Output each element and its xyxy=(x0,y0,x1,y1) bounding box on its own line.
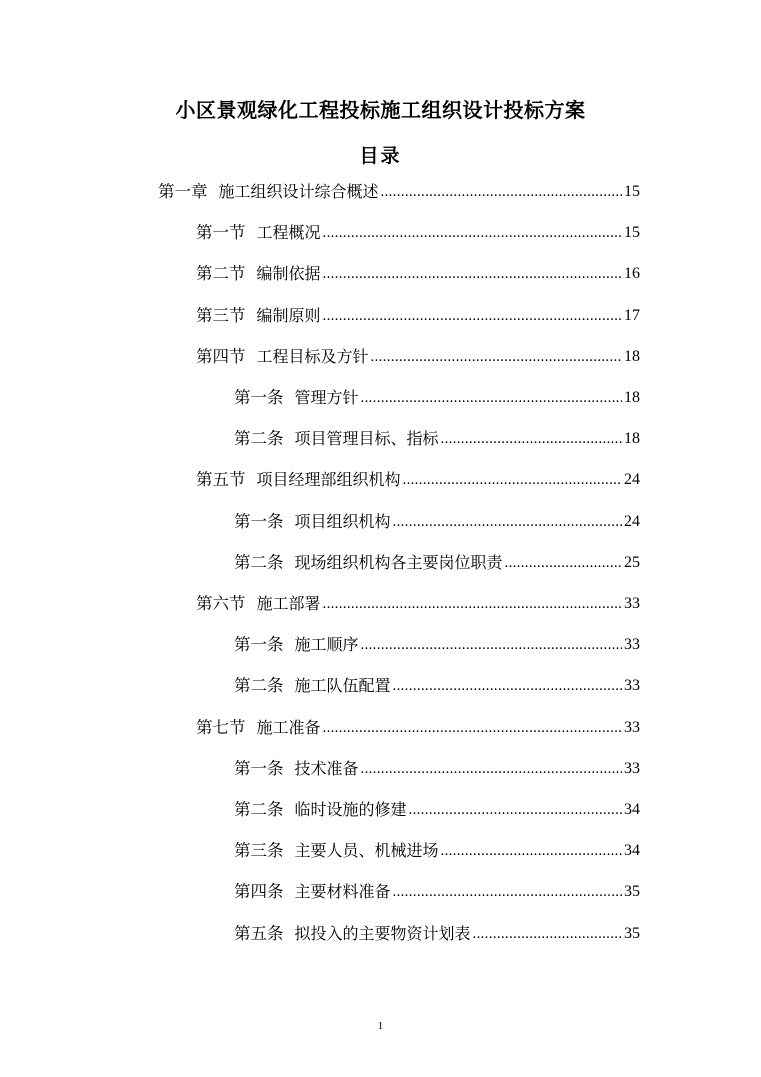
toc-entry-title: 项目组织机构 xyxy=(294,512,391,531)
toc-entry-number: 第二条 xyxy=(234,553,284,572)
toc-entry-number: 第一条 xyxy=(234,388,284,407)
toc-dot-leader xyxy=(361,391,622,405)
toc-entry-title: 工程概况 xyxy=(256,223,321,242)
toc-entry[interactable] xyxy=(196,343,640,367)
toc-entry[interactable] xyxy=(196,714,640,738)
toc-entry-title: 主要材料准备 xyxy=(294,882,391,901)
toc-entry-title: 施工组织设计综合概述 xyxy=(218,182,379,201)
toc-entry[interactable] xyxy=(196,219,640,243)
toc-entry-page: 33 xyxy=(624,636,640,653)
toc-entry-number: 第一条 xyxy=(234,635,284,654)
toc-entry-page: 18 xyxy=(624,430,640,447)
toc-entry-page: 18 xyxy=(624,389,640,406)
toc-dot-leader xyxy=(393,515,622,529)
toc-entry-page: 34 xyxy=(624,801,640,818)
toc-entry-page: 33 xyxy=(624,719,640,736)
toc-entry-number: 第四节 xyxy=(196,347,246,366)
toc-entry-title: 施工队伍配置 xyxy=(294,676,391,695)
toc-dot-leader xyxy=(441,844,622,858)
toc-entry-page: 34 xyxy=(624,842,640,859)
toc-entry-page: 15 xyxy=(624,224,640,241)
toc-entry-number: 第一章 xyxy=(158,182,208,201)
toc-entry-page: 33 xyxy=(624,677,640,694)
toc-entry-page: 24 xyxy=(624,513,640,530)
toc-dot-leader xyxy=(323,721,622,735)
toc-dot-leader xyxy=(361,762,622,776)
toc-heading: 目录 xyxy=(359,145,402,167)
toc-entry-number: 第一条 xyxy=(234,512,284,531)
toc-entry-title: 技术准备 xyxy=(294,759,359,778)
toc-entry-number: 第三节 xyxy=(196,306,246,325)
toc-entry-number: 第二节 xyxy=(196,264,246,283)
toc-dot-leader xyxy=(381,185,622,199)
toc-entry-number: 第二条 xyxy=(234,429,284,448)
toc-dot-leader xyxy=(441,432,622,446)
toc-entry-number: 第三条 xyxy=(234,841,284,860)
toc-entry-number: 第一条 xyxy=(234,759,284,778)
toc-entry-title: 施工顺序 xyxy=(294,635,359,654)
toc-entry[interactable] xyxy=(234,920,640,944)
toc-entry-title: 主要人员、机械进场 xyxy=(294,841,439,860)
toc-entry[interactable] xyxy=(234,631,640,655)
page-number: 1 xyxy=(377,1020,384,1032)
toc-dot-leader xyxy=(393,885,622,899)
toc-entry-title: 现场组织机构各主要岗位职责 xyxy=(294,553,503,572)
toc-entry-number: 第二条 xyxy=(234,676,284,695)
toc-entry-page: 33 xyxy=(624,595,640,612)
toc-entry[interactable] xyxy=(234,425,640,449)
toc-entry[interactable] xyxy=(234,549,640,573)
toc-entry[interactable] xyxy=(196,466,640,490)
toc-entry-number: 第四条 xyxy=(234,882,284,901)
toc-entry-title: 工程目标及方针 xyxy=(256,347,369,366)
toc-entry-title: 编制原则 xyxy=(256,306,321,325)
toc-entry-title: 拟投入的主要物资计划表 xyxy=(294,924,471,943)
toc-dot-leader xyxy=(393,679,622,693)
toc-entry-page: 18 xyxy=(624,348,640,365)
toc-entry-title: 临时设施的修建 xyxy=(294,800,407,819)
toc-entry[interactable] xyxy=(234,878,640,902)
toc-entry[interactable] xyxy=(234,796,640,820)
toc-entry-page: 33 xyxy=(624,760,640,777)
toc-entry-page: 24 xyxy=(624,471,640,488)
toc-entry-page: 17 xyxy=(624,307,640,324)
toc-entry[interactable] xyxy=(234,508,640,532)
toc-entry[interactable] xyxy=(196,590,640,614)
toc-entry[interactable] xyxy=(234,384,640,408)
toc-entry-number: 第五节 xyxy=(196,470,246,489)
toc-entry[interactable] xyxy=(234,755,640,779)
toc-dot-leader xyxy=(403,473,622,487)
toc-dot-leader xyxy=(323,226,622,240)
toc-entry-page: 35 xyxy=(624,925,640,942)
toc-entry[interactable] xyxy=(196,302,640,326)
toc-entry-title: 编制依据 xyxy=(256,264,321,283)
toc-entry-page: 15 xyxy=(624,183,640,200)
toc-entry-number: 第七节 xyxy=(196,718,246,737)
toc-entry[interactable] xyxy=(196,260,640,284)
document-title: 小区景观绿化工程投标施工组织设计投标方案 xyxy=(175,98,586,122)
toc-entry-page: 35 xyxy=(624,883,640,900)
toc-dot-leader xyxy=(323,597,622,611)
toc-entry-title: 项目经理部组织机构 xyxy=(256,470,401,489)
toc-dot-leader xyxy=(323,267,622,281)
toc-entry[interactable] xyxy=(234,672,640,696)
toc-entry[interactable] xyxy=(158,178,640,202)
toc-entry-number: 第五条 xyxy=(234,924,284,943)
toc-entry-title: 管理方针 xyxy=(294,388,359,407)
toc-entry-title: 项目管理目标、指标 xyxy=(294,429,439,448)
toc-entry-number: 第一节 xyxy=(196,223,246,242)
toc-entry-page: 16 xyxy=(624,265,640,282)
toc-entry[interactable] xyxy=(234,837,640,861)
toc-entry-page: 25 xyxy=(624,554,640,571)
toc-dot-leader xyxy=(409,803,622,817)
toc-dot-leader xyxy=(323,309,622,323)
toc-entry-number: 第二条 xyxy=(234,800,284,819)
toc-dot-leader xyxy=(371,350,622,364)
toc-dot-leader xyxy=(505,556,622,570)
toc-entry-title: 施工准备 xyxy=(256,718,321,737)
toc-dot-leader xyxy=(361,638,622,652)
toc-dot-leader xyxy=(473,927,622,941)
toc-entry-title: 施工部署 xyxy=(256,594,321,613)
toc-entry-number: 第六节 xyxy=(196,594,246,613)
